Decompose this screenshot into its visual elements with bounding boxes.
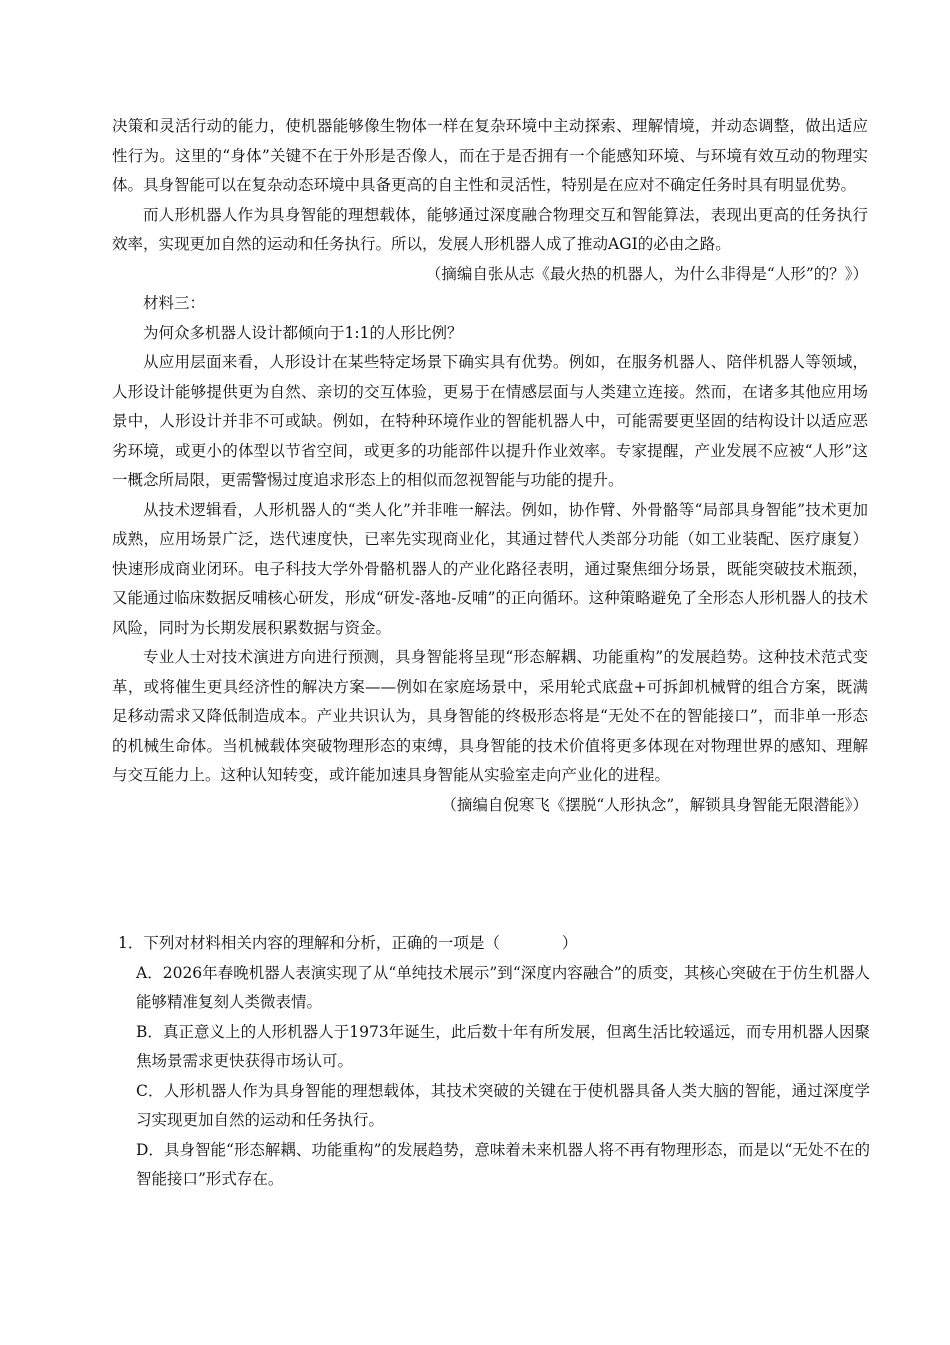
- material-three-paragraph-1: 从应用层面来看，人形设计在某些特定场景下确实具有优势。例如，在服务机器人、陪伴机器人等领域，人形设计能够提供更为自然、亲切的交互体验，更易于在情感层面与人类建立连接。然而，在诸多其他应用场景中，人形设计并非不可或缺。例如，在特种环境作业的智能机器人中，可能需要更坚固的结构设计以适应恶劣环境，或更小的体型以节省空间，或更多的功能部件以提升作业效率。专家提醒，产业发展不应被“人形”这一概念所局限，更需警惕过度追求形态上的相似而忽视智能与功能的提升。: [112, 353, 868, 489]
- material-three-source: （摘编自倪寒飞《摆脱“人形执念”，解锁具身智能无限潜能》）: [441, 795, 868, 814]
- reading-material: [112, 112, 868, 820]
- question-1-option-b: B．真正意义上的人形机器人于1973年诞生，此后数十年有所发展，但离生活比较遥远，而专用机器人因聚焦场景需求更快获得市场认可。: [136, 1022, 870, 1070]
- question-1-option-d: D．具身智能“形态解耦、功能重构”的发展趋势，意味着未来机器人将不再有物理形态，而是以“无处不在的智能接口”形式存在。: [136, 1140, 870, 1188]
- material-two-paragraph-1: 决策和灵活行动的能力，使机器能够像生物体一样在复杂环境中主动探索、理解情境，并动态调整，做出适应性行为。这里的“身体”关键不在于外形是否像人，而在于是否拥有一个能感知环境、与环境有效互动的物理实体。具身智能可以在复杂动态环境中具备更高的自主性和灵活性，特别是在应对不确定任务时具有明显优势。: [112, 117, 868, 194]
- question-1-option-c: C．人形机器人作为具身智能的理想载体，其技术突破的关键在于使机器具备人类大脑的智能，通过深度学习实现更加自然的运动和任务执行。: [136, 1081, 870, 1129]
- question-1-option-a: A．2026年春晚机器人表演实现了从“单纯技术展示”到“深度内容融合”的质变，其核心突破在于仿生机器人能够精准复刻人类微表情。: [136, 963, 870, 1011]
- material-three-paragraph-3: 专业人士对技术演进方向进行预测，具身智能将呈现“形态解耦、功能重构”的发展趋势。这种技术范式变革，或将催生更具经济性的解决方案——例如在家庭场景中，采用轮式底盘+可拆卸机械臂的组合方案，既满足移动需求又降低制造成本。产业共识认为，具身智能的终极形态将是“无处不在的智能接口”，而非单一形态的机械生命体。当机械载体突破物理形态的束缚，具身智能的技术价值将更多体现在对物理世界的感知、理解与交互能力上。这种认知转变，或许能加速具身智能从实验室走向产业化的进程。: [112, 648, 868, 784]
- material-three-paragraph-2: 从技术逻辑看，人形机器人的“类人化”并非唯一解法。例如，协作臂、外骨骼等“局部具身智能”技术更加成熟，应用场景广泛，迭代速度快，已率先实现商业化，其通过替代人类部分功能（如工业装配、医疗康复）快速形成商业闭环。电子科技大学外骨骼机器人的产业化路径表明，通过聚焦细分场景，既能突破技术瓶颈，又能通过临床数据反哺核心研发，形成“研发-落地-反哺”的正向循环。这种策略避免了全形态人形机器人的技术风险，同时为长期发展积累数据与资金。: [112, 500, 868, 637]
- question-1: [118, 929, 870, 1195]
- material-two-paragraph-2: 而人形机器人作为具身智能的理想载体，能够通过深度融合物理交互和智能算法，表现出更高的任务执行效率，实现更加自然的运动和任务执行。所以，发展人形机器人成了推动AGI的必由之路。: [112, 205, 868, 253]
- material-two-source: （摘编自张从志《最火热的机器人，为什么非得是“人形”的？》）: [425, 264, 868, 283]
- material-three-question: 为何众多机器人设计都倾向于1:1的人形比例？: [143, 323, 463, 342]
- material-three-heading: 材料三：: [143, 294, 206, 312]
- question-1-stem: 1．下列对材料相关内容的理解和分析，正确的一项是（ ）: [118, 934, 578, 952]
